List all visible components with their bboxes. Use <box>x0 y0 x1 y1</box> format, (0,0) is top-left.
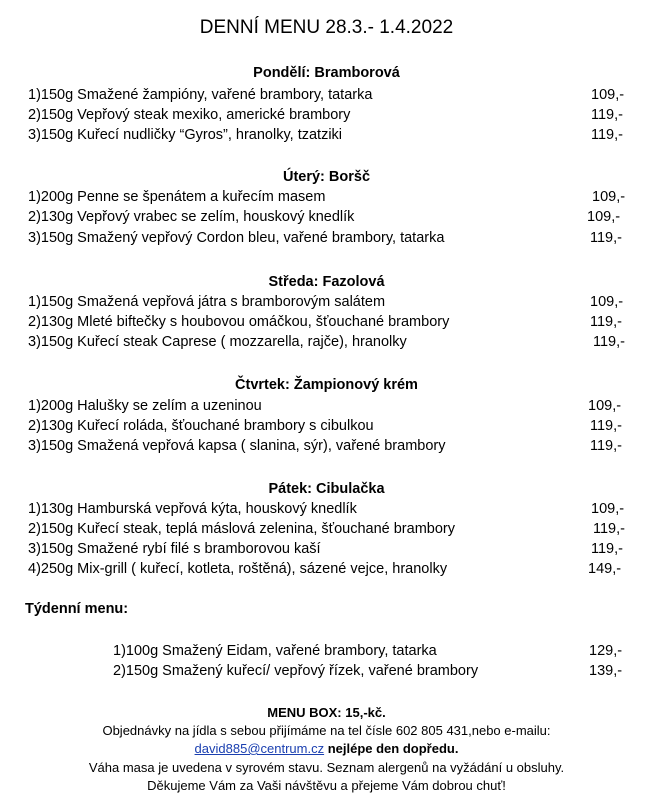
item-price: 119,- <box>590 314 622 330</box>
item-price: 119,- <box>593 334 625 350</box>
menu-item <box>0 333 653 351</box>
thanks-note: Děkujeme Vám za Vaši návštěvu a přejeme Vám dobrou chuť! <box>147 778 506 793</box>
item-price: 119,- <box>591 127 623 143</box>
item-price: 119,- <box>591 541 623 557</box>
item-description: 3)150g Smažený vepřový Cordon bleu, vařené brambory, tatarka <box>28 230 445 246</box>
weight-note: Váha masa je uvedena v syrovém stavu. Seznam alergenů na vyžádání u obsluhy. <box>88 760 565 775</box>
item-description: 1)150g Smažené žampióny, vařené brambory, tatarka <box>28 87 373 103</box>
item-description: 1)150g Smažená vepřová játra s bramborovým salátem <box>28 294 386 310</box>
item-price: 109,- <box>591 501 625 517</box>
item-description: 3)150g Smažené rybí filé s bramborovou kaší <box>28 541 321 557</box>
item-price: 119,- <box>590 438 622 454</box>
item-description: 1)200g Halušky se zelím a uzeninou <box>28 398 262 414</box>
item-price: 109,- <box>592 189 626 205</box>
menu-item <box>0 126 653 144</box>
item-description: 3)150g Smažená vepřová kapsa ( slanina, sýr), vařené brambory <box>28 438 446 454</box>
menu-item <box>0 313 653 331</box>
menu-item <box>0 642 653 660</box>
menu-item <box>0 417 653 435</box>
day-heading-wednesday: Středa: Fazolová <box>268 274 385 290</box>
item-description: 2)130g Mleté biftečky s houbovou omáčkou, šťouchané brambory <box>28 314 450 330</box>
item-description: 2)130g Kuřecí roláda, šťouchané brambory s cibulkou <box>28 418 374 434</box>
menu-item <box>0 106 653 124</box>
weekly-menu-heading: Týdenní menu: <box>25 601 129 617</box>
item-price: 109,- <box>587 209 621 225</box>
item-price: 149,- <box>588 561 622 577</box>
item-description: 4)250g Mix-grill ( kuřecí, kotleta, roštěná), sázené vejce, hranolky <box>28 561 448 577</box>
item-description: 1)200g Penne se špenátem a kuřecím masem <box>28 189 326 205</box>
item-price: 129,- <box>589 643 623 659</box>
menu-item <box>0 229 653 247</box>
menu-item <box>0 662 653 680</box>
item-description: 2)130g Vepřový vrabec se zelím, houskový knedlík <box>28 209 355 225</box>
menu-item <box>0 560 653 578</box>
item-description: 2)150g Kuřecí steak, teplá máslová zelenina, šťouchané brambory <box>28 521 455 537</box>
item-description: 2)150g Smažený kuřecí/ vepřový řízek, vařené brambory <box>113 663 479 679</box>
day-heading-tuesday: Úterý: Boršč <box>282 169 371 185</box>
menu-box-note: MENU BOX: 15,-kč. <box>267 705 386 720</box>
email-note: nejlépe den dopředu. <box>324 741 459 756</box>
item-price: 109,- <box>591 87 625 103</box>
item-description: 1)130g Hamburská vepřová kýta, houskový knedlík <box>28 501 357 517</box>
email-line <box>0 740 653 757</box>
orders-note: Objednávky na jídla s sebou přijímáme na tel čísle 602 805 431,nebo e-mailu: <box>102 723 551 738</box>
item-price: 139,- <box>589 663 623 679</box>
email-link[interactable]: david885@centrum.cz <box>194 741 325 756</box>
menu-item <box>0 188 653 206</box>
item-price: 119,- <box>591 107 623 123</box>
item-price: 119,- <box>590 418 622 434</box>
item-price: 119,- <box>590 230 622 246</box>
item-description: 3)150g Kuřecí steak Caprese ( mozzarella, rajče), hranolky <box>28 334 407 350</box>
menu-item <box>0 397 653 415</box>
item-price: 109,- <box>588 398 622 414</box>
day-heading-monday: Pondělí: Bramborová <box>253 65 400 81</box>
item-description: 1)100g Smažený Eidam, vařené brambory, tatarka <box>113 643 437 659</box>
menu-item <box>0 540 653 558</box>
menu-item <box>0 520 653 538</box>
day-heading-friday: Pátek: Cibulačka <box>268 481 385 497</box>
item-price: 119,- <box>593 521 625 537</box>
menu-item <box>0 500 653 518</box>
menu-item <box>0 293 653 311</box>
day-heading-thursday: Čtvrtek: Žampionový krém <box>235 377 418 393</box>
item-price: 109,- <box>590 294 624 310</box>
menu-item <box>0 86 653 104</box>
menu-title: DENNÍ MENU 28.3.- 1.4.2022 <box>199 17 454 38</box>
menu-item <box>0 437 653 455</box>
item-description: 3)150g Kuřecí nudličky “Gyros”, hranolky, tzatziki <box>28 127 343 143</box>
menu-item <box>0 208 653 226</box>
item-description: 2)150g Vepřový steak mexiko, americké brambory <box>28 107 351 123</box>
